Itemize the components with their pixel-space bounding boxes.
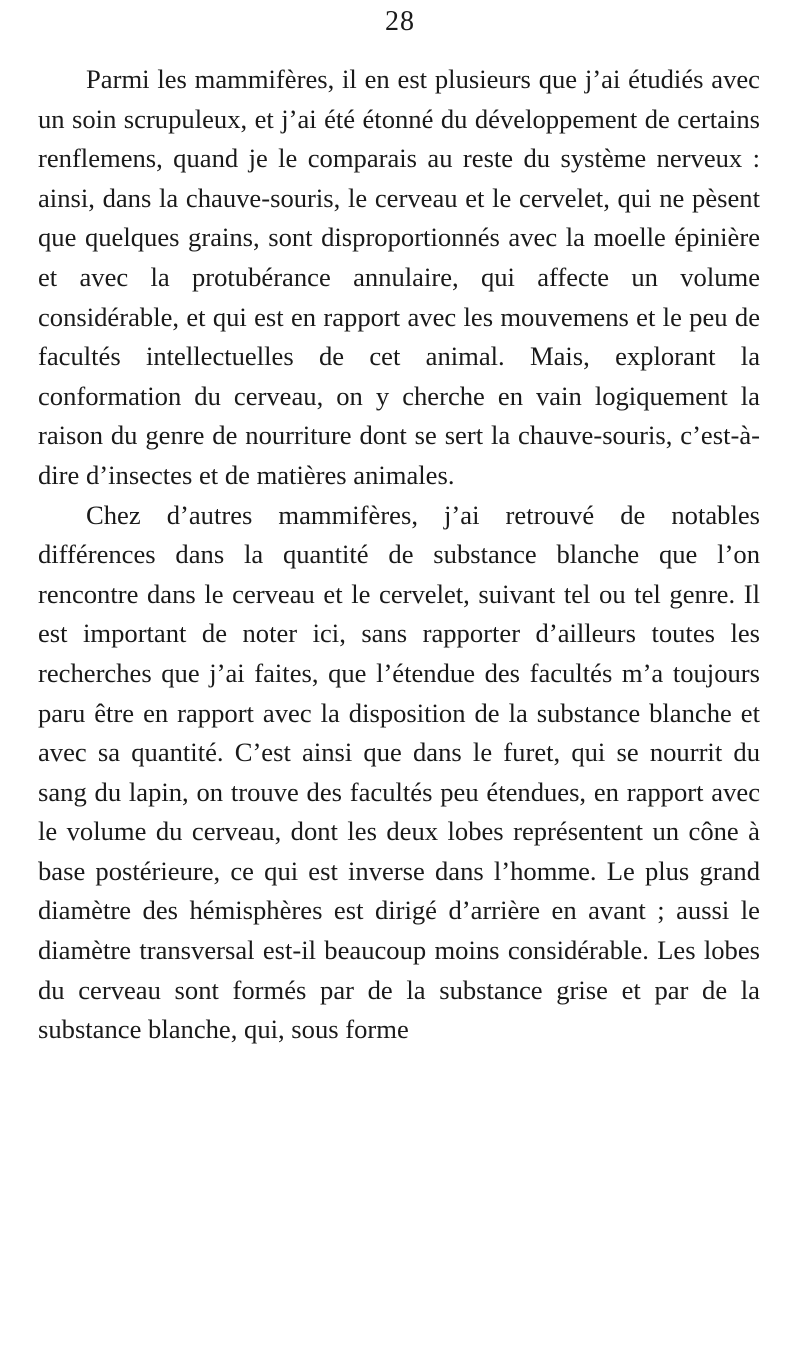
- body-text: [38, 60, 760, 1050]
- page-number: 28: [385, 6, 415, 37]
- paragraph-2: Chez d’autres mammifères, j’ai retrouvé de notables différences dans la quantité de substance blanche que l’on rencontre dans le cerveau et le cervelet, suivant tel ou tel genre. Il est important de noter ici, sans rapporter d’ailleurs toutes les recherches que j’ai faites, que l’étendue des facultés m’a toujours paru être en rapport avec la disposition de la substance blanche et avec sa quantité. C’est ainsi que dans le furet, qui se nourrit du sang du lapin, on trouve des facultés peu étendues, en rapport avec le volume du cerveau, dont les deux lobes représentent un cône à base postérieure, ce qui est inverse dans l’homme. Le plus grand diamètre des hémisphères est dirigé d’arrière en avant ; aussi le diamètre transversal est-il beaucoup moins considérable. Les lobes du cerveau sont formés par de la substance grise et par de la substance blanche, qui, sous forme: [38, 499, 760, 1045]
- paragraph-1: Parmi les mammifères, il en est plusieurs que j’ai étudiés avec un soin scrupuleux, et j’ai été étonné du développement de certains renflemens, quand je le comparais au reste du système nerveux : ainsi, dans la chauve-souris, le cerveau et le cervelet, qui ne pèsent que quelques grains, sont disproportionnés avec la moelle épinière et avec la protubérance annulaire, qui affecte un volume considérable, et qui est en rapport avec les mouvemens et le peu de facultés intellectuelles de cet animal. Mais, explorant la conformation du cerveau, on y cherche en vain logiquement la raison du genre de nourriture dont se sert la chauve-souris, c’est-à-dire d’insectes et de matières animales.: [38, 64, 760, 490]
